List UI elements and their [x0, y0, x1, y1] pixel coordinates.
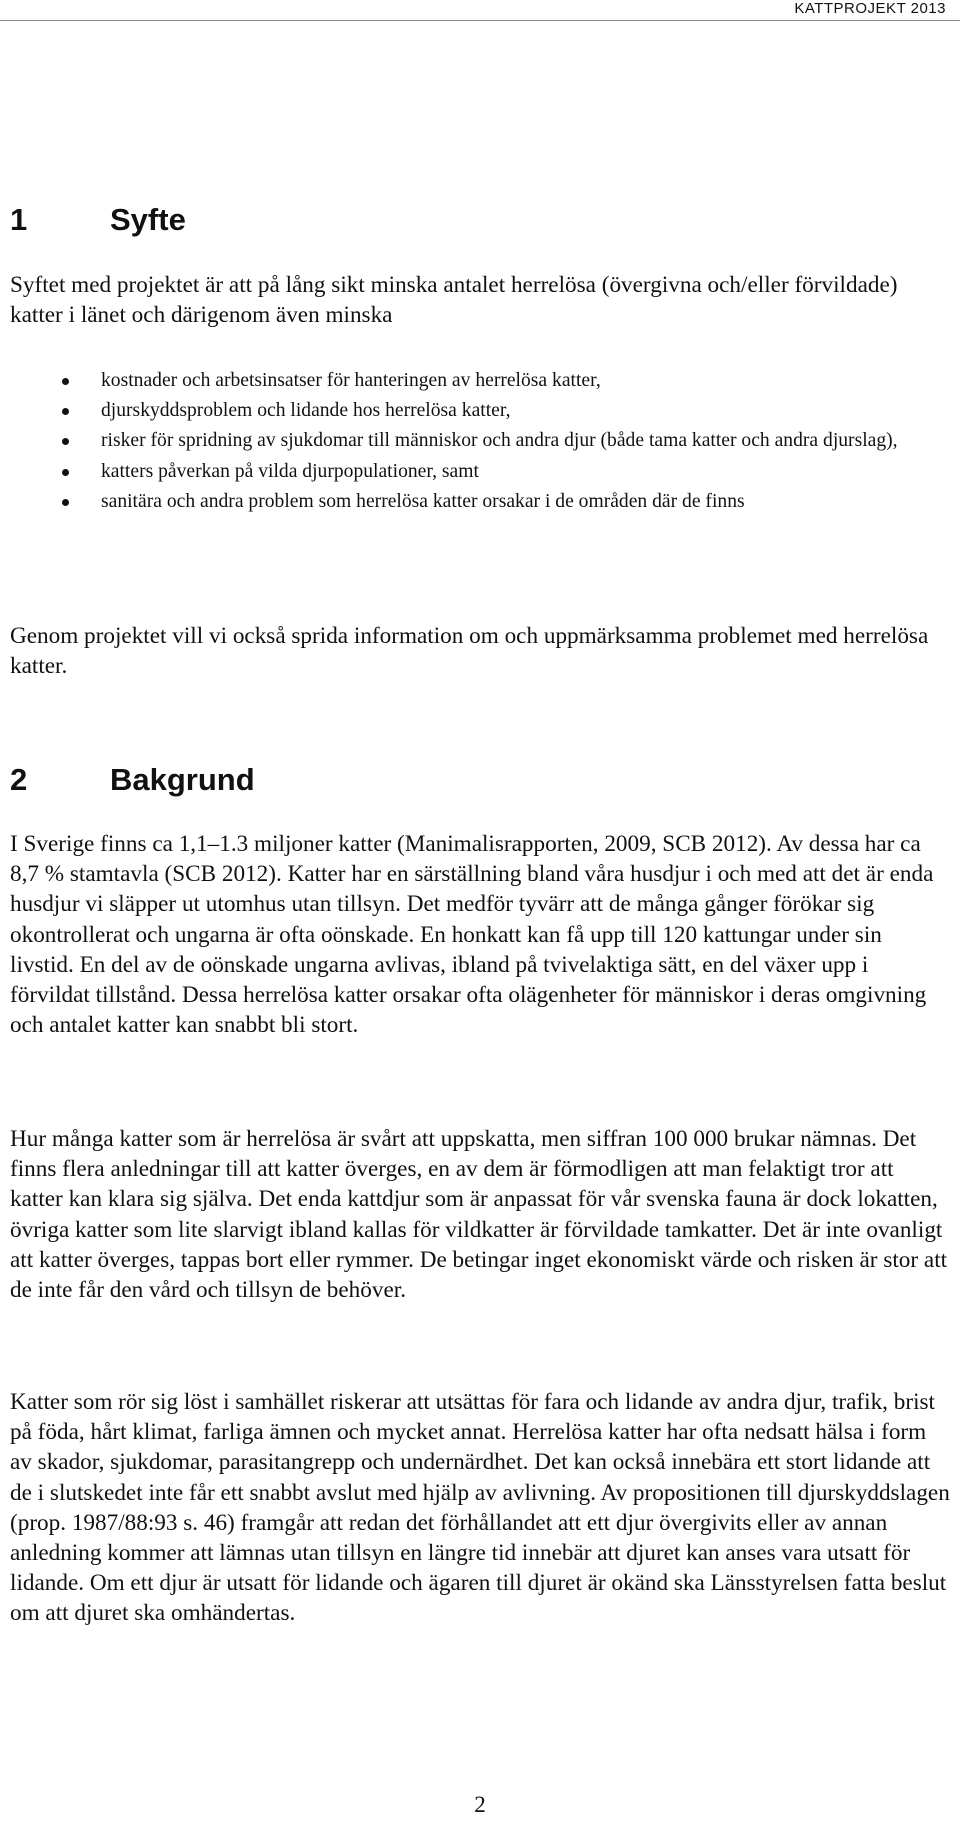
- list-item-text: djurskyddsproblem och lidande hos herrelösa katter,: [101, 400, 511, 422]
- list-item-text: sanitära och andra problem som herrelösa katter orsakar i de områden där de finns: [101, 490, 745, 512]
- list-item: [10, 366, 950, 396]
- bullet-icon: [62, 408, 69, 415]
- page-number: 2: [474, 1792, 486, 1817]
- list-item: [10, 457, 950, 487]
- list-item-text: kostnader och arbetsinsatser för hanteringen av herrelösa katter,: [101, 370, 601, 391]
- running-header: KATTPROJEKT 2013: [794, 0, 946, 17]
- syfte-bullet-list: [10, 366, 950, 517]
- syfte-closing-paragraph: Genom projektet vill vi också sprida information om och uppmärksamma problemet med herrelösa katter.: [10, 623, 929, 680]
- section-number: 1: [10, 202, 28, 237]
- bullet-icon: [62, 499, 69, 506]
- list-item: [10, 426, 950, 456]
- bakgrund-paragraph-2: Hur många katter som är herrelösa är svårt att uppskatta, men siffran 100 000 brukar nämnas. Det finns flera anledningar till att katter överges, en av dem är förmodligen att man felaktigt tror att katter kan klara sig själva. Det enda kattdjur som är anpassat för vår svenska fauna är dock lokatten, övriga katter som lite slarvigt ibland kallas för vildkatter är förvildade tamkatter. Det är inte ovanligt att katter överges, tappas bort eller rymmer. De betingar inget ekonomiskt värde och risken är stor att de inte får den vård och tillsyn de behöver.: [10, 1126, 948, 1304]
- list-item: [10, 487, 950, 517]
- section-number: 2: [10, 762, 28, 797]
- list-item-text: katters påverkan på vilda djurpopulationer, samt: [101, 460, 479, 482]
- bullet-icon: [62, 438, 69, 445]
- bullet-icon: [62, 469, 69, 476]
- bakgrund-paragraph-1: I Sverige finns ca 1,1–1.3 miljoner katter (Manimalisrapporten, 2009, SCB 2012). Av dessa har ca 8,7 % stamtavla (SCB 2012). Katter har en särställning bland våra husdjur i och med att det är enda husdjur vi släpper ut utomhus utan tillsyn. Det medför tyvärr att de många gånger förökar sig okontrollerat och ungarna är ofta oönskade. En honkatt kan få upp till 120 kattungar under sin livstid. En del av de oönskade ungarna avlivas, ibland på tvivelaktiga sätt, en del växer upp i förvildat tillstånd. Dessa herrelösa katter orsakar ofta olägenheter för människor i deras omgivning och antalet katter kan snabbt bli stort.: [10, 831, 934, 1039]
- syfte-intro-paragraph: Syftet med projektet är att på lång sikt minska antalet herrelösa (övergivna och/eller förvildade) katter i länet och därigenom även minska: [10, 272, 898, 329]
- section-heading-syfte: [10, 202, 186, 238]
- bullet-icon: [62, 378, 69, 385]
- header-divider: [0, 20, 960, 21]
- section-title: Bakgrund: [110, 762, 255, 797]
- bakgrund-paragraph-3: Katter som rör sig löst i samhället riskerar att utsättas för fara och lidande av andra djur, trafik, brist på föda, hårt klimat, farliga ämnen och mycket annat. Herrelösa katter har ofta nedsatt hälsa i form av skador, sjukdomar, parasitangrepp och undernärdhet. Det kan också innebära ett stort lidande att de i slutskedet inte får ett snabbt avslut med hjälp av avlivning. Av propositionen till djurskyddslagen (prop. 1987/88:93 s. 46) framgår att redan det förhållandet att ett djur övergivits eller av annan anledning kommer att lämnas utan tillsyn en längre tid innebär att djuret kan anses vara utsatt för lidande. Om ett djur är utsatt för lidande och ägaren till djuret är okänd ska Länsstyrelsen fatta beslut om att djuret ska omhändertas.: [10, 1389, 950, 1627]
- section-title: Syfte: [110, 202, 186, 237]
- section-heading-bakgrund: [10, 762, 255, 798]
- list-item-text: risker för spridning av sjukdomar till människor och andra djur (både tama katter och andra djurslag),: [101, 430, 898, 452]
- list-item: [10, 396, 950, 426]
